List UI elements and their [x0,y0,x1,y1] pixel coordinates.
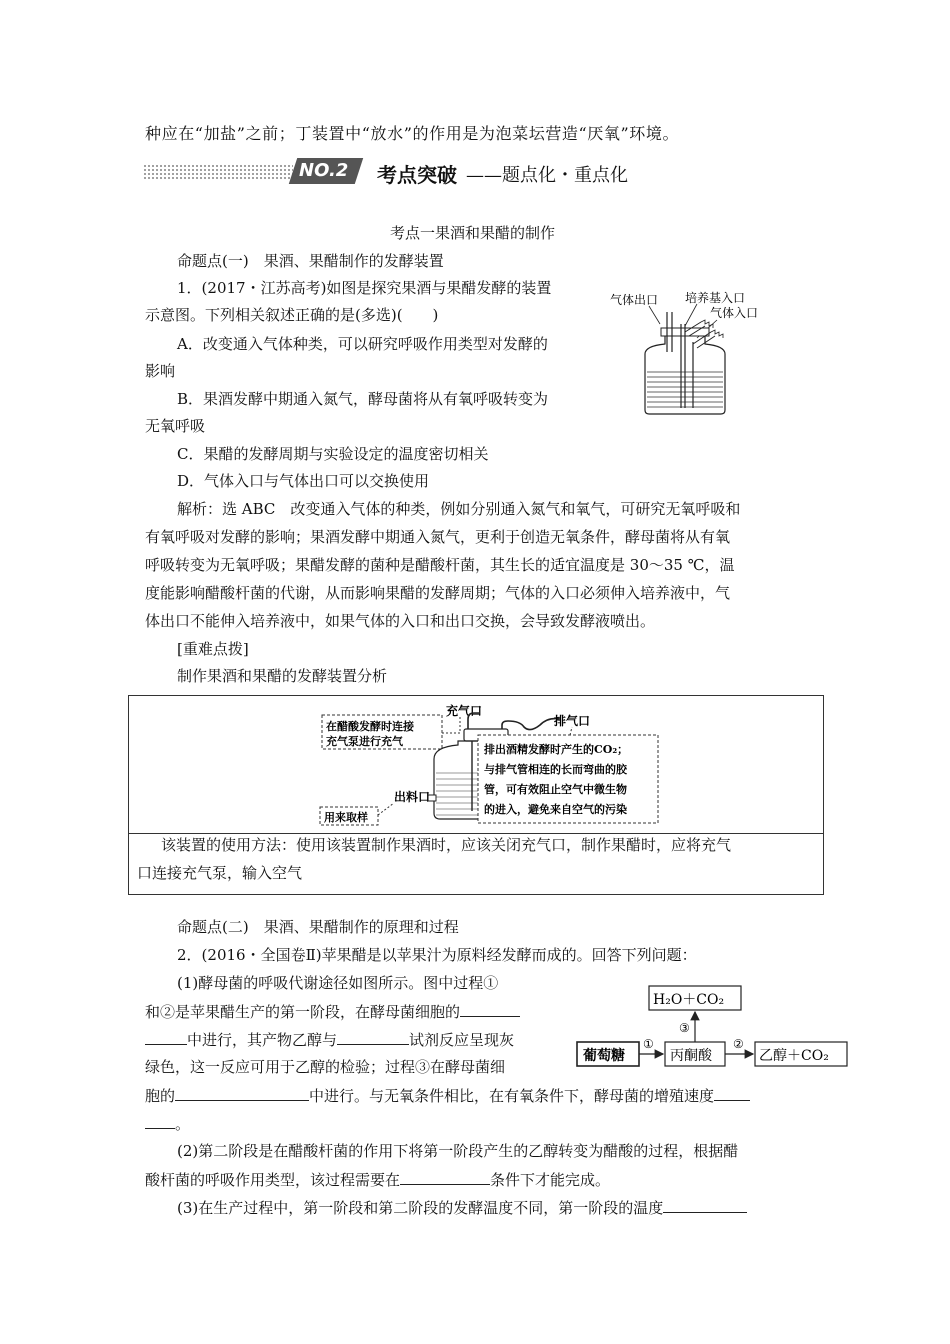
q1-option-b-cont: 无氧呼吸 [145,417,206,435]
banner-badge: NO.2 [299,160,349,181]
topic-2-heading: 命题点(二) 果酒、果醋制作的原理和过程 [177,918,459,936]
q2-part1-line3 [145,1029,514,1050]
q1-option-a: A．改变通入气体种类，可以研究呼吸作用类型对发酵的 [177,335,548,353]
analysis-line2: 有氧呼吸对发酵的影响；果酒发酵中期通入氮气，更利于创造无氧条件，酵母菌将从有氧 [145,528,731,546]
device-diagram [310,703,670,831]
key-points-label: [重难点拨] [177,640,249,658]
answer-blank-4-cont[interactable] [145,1113,175,1129]
topic-1-heading: 命题点(一) 果酒、果醋制作的发酵装置 [177,252,444,270]
q2-part1-line6 [145,1113,190,1134]
q2-part3-line1-text: (3)在生产过程中，第一阶段和第二阶段的发酵温度不同，第一阶段的温度 [177,1199,664,1217]
q2-part1-line3-text-b: 试剂反应呈现灰 [409,1031,515,1049]
section-title: 考点一果酒和果醋的制作 [390,224,556,242]
step-2-label: ② [733,1037,744,1051]
q2-part2-line2-text-a: 酸杆菌的呼吸作用类型，该过程需要在 [145,1171,401,1189]
q2-part2-line1: (2)第二阶段是在醋酸杆菌的作用下将第一阶段产生的乙醇转变为醋酸的过程，根据醋 [177,1142,739,1160]
exhaust-port-label: 排气口 [554,714,591,728]
charge-note-line2: 充气泵进行充气 [326,735,403,748]
section-banner [143,158,663,186]
q2-part3-line1 [177,1197,747,1218]
q1-stem-line2: 示意图。下列相关叙述正确的是(多选)( ) [145,306,439,324]
exhaust-note-line3: 管，可有效阻止空气中微生物 [484,783,627,796]
q1-option-c: C．果醋的发酵周期与实验设定的温度密切相关 [177,445,489,463]
q1-option-d: D．气体入口与气体出口可以交换使用 [177,472,430,490]
water-co2-label: H₂O＋CO₂ [653,992,725,1008]
q1-option-a-cont: 影响 [145,362,176,380]
exhaust-note-line4: 的进入，避免来自空气的污染 [484,803,627,816]
ethanol-co2-label: 乙醇＋CO₂ [759,1048,829,1064]
q2-stem: 2．(2016・全国卷Ⅱ)苹果醋是以苹果汁为原料经发酵而成的。回答下列问题： [177,946,697,964]
q2-part1-line1: (1)酵母菌的呼吸代谢途径如图所示。图中过程① [177,974,499,992]
answer-blank-1[interactable] [460,1001,520,1017]
analysis-line4: 度能影响醋酸杆菌的代谢，从而影响果醋的发酵周期；气体的入口必须伸入培养液中，气 [145,584,731,602]
q1-stem-line1: 1．(2017・江苏高考)如图是探究果酒与果醋发酵的装置 [177,279,552,297]
q2-part1-line4: 绿色，这一反应可用于乙醇的检验；过程③在酵母菌细 [145,1058,506,1076]
analysis-line5: 体出口不能伸入培养液中，如果气体的入口和出口交换，会导致发酵液喷出。 [145,612,656,630]
label-gas-outlet: 气体出口 [610,293,659,307]
pyruvate-label: 丙酮酸 [670,1048,712,1064]
q2-part1-line5-text-b: 中进行。与无氧条件相比，在有氧条件下，酵母菌的增殖速度 [309,1087,715,1105]
label-medium-inlet: 培养基入口 [685,291,746,305]
answer-blank-3[interactable] [175,1085,309,1101]
step-3-label: ③ [679,1021,690,1035]
q2-part1-line3-text-a: 中进行，其产物乙醇与 [187,1031,338,1049]
charge-port-label: 充气口 [446,704,483,718]
analysis-line1: 解析：选 ABC 改变通入气体的种类，例如分别通入氮气和氧气，可研究无氧呼吸和 [177,500,741,518]
sample-note: 用来取样 [324,811,368,824]
fermentation-bottle-figure [605,282,795,422]
answer-blank-1-cont[interactable] [145,1029,187,1045]
banner-subtitle: ——题点化・重点化 [466,165,628,186]
step-1-label: ① [643,1037,654,1051]
q2-part2-line2-text-b: 条件下才能完成。 [490,1171,611,1189]
device-usage-line1: 该装置的使用方法：使用该装置制作果酒时，应该关闭充气口，制作果醋时，应将充气 [161,836,732,854]
q2-part1-line5-text-a: 胞的 [145,1087,176,1105]
device-analysis-title: 制作果酒和果醋的发酵装置分析 [177,667,388,685]
charge-note-line1: 在醋酸发酵时连接 [326,720,414,733]
q2-part2-line2 [145,1169,610,1190]
intro-line: 种应在“加盐”之前；丁装置中“放水”的作用是为泡菜坛营造“厌氧”环境。 [145,124,680,143]
q2-part1-line6-text: 。 [175,1115,191,1133]
q2-part1-line2 [145,1001,520,1022]
answer-blank-5[interactable] [400,1169,490,1185]
device-usage-line2: 口连接充气泵，输入空气 [137,864,303,882]
banner-dots [143,164,293,180]
answer-blank-2[interactable] [337,1029,409,1045]
discharge-port-label: 出料口 [394,790,431,804]
respiration-pathway-figure [575,978,855,1078]
q2-part1-line5 [145,1085,750,1106]
banner-title: 考点突破 [377,163,457,187]
q1-option-b: B．果酒发酵中期通入氮气，酵母菌将从有氧呼吸转变为 [177,390,549,408]
label-gas-inlet: 气体入口 [710,306,759,320]
analysis-line3: 呼吸转变为无氧呼吸；果醋发酵的菌种是醋酸杆菌，其生长的适宜温度是 30～35 ℃，温 [145,556,735,574]
answer-blank-4[interactable] [714,1085,750,1101]
glucose-label: 葡萄糖 [583,1048,625,1064]
box-divider [129,833,823,834]
q2-part1-line2-text: 和②是苹果醋生产的第一阶段，在酵母菌细胞的 [145,1003,461,1021]
exhaust-note-line1: 排出酒精发酵时产生的CO₂； [484,743,629,756]
answer-blank-6[interactable] [663,1197,747,1213]
exhaust-note-line2: 与排气管相连的长而弯曲的胶 [484,763,627,776]
